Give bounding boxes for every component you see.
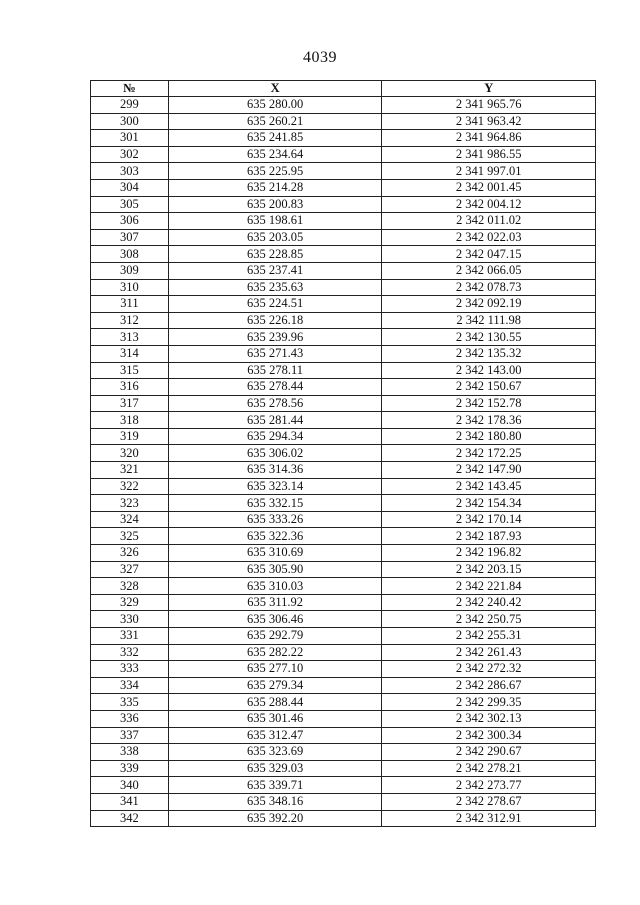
y-coordinate-cell: 2 342 143.45	[382, 478, 596, 495]
y-coordinate-cell: 2 342 180.80	[382, 428, 596, 445]
point-number-cell: 299	[91, 97, 169, 114]
table-body	[91, 97, 596, 827]
table-row	[91, 644, 596, 661]
y-coordinate-cell: 2 341 997.01	[382, 163, 596, 180]
point-number-cell: 306	[91, 213, 169, 230]
x-coordinate-cell: 635 278.56	[168, 395, 382, 412]
point-number-cell: 303	[91, 163, 169, 180]
table-row	[91, 511, 596, 528]
point-number-cell: 336	[91, 710, 169, 727]
x-coordinate-cell: 635 200.83	[168, 196, 382, 213]
point-number-cell: 329	[91, 594, 169, 611]
x-coordinate-cell: 635 278.44	[168, 379, 382, 396]
point-number-cell: 332	[91, 644, 169, 661]
y-coordinate-cell: 2 342 047.15	[382, 246, 596, 263]
table-row	[91, 213, 596, 230]
table-row	[91, 229, 596, 246]
y-coordinate-cell: 2 342 299.35	[382, 694, 596, 711]
table-row	[91, 694, 596, 711]
y-coordinate-cell: 2 342 111.98	[382, 312, 596, 329]
y-coordinate-cell: 2 342 272.32	[382, 661, 596, 678]
point-number-cell: 301	[91, 130, 169, 147]
y-coordinate-cell: 2 342 300.34	[382, 727, 596, 744]
x-coordinate-cell: 635 301.46	[168, 710, 382, 727]
y-coordinate-cell: 2 342 178.36	[382, 412, 596, 429]
table-row	[91, 661, 596, 678]
point-number-cell: 334	[91, 677, 169, 694]
point-number-cell: 339	[91, 760, 169, 777]
y-coordinate-cell: 2 342 278.21	[382, 760, 596, 777]
x-coordinate-cell: 635 226.18	[168, 312, 382, 329]
x-coordinate-cell: 635 198.61	[168, 213, 382, 230]
table-header-row	[91, 81, 596, 97]
y-coordinate-cell: 2 342 135.32	[382, 345, 596, 362]
point-number-cell: 341	[91, 793, 169, 810]
y-coordinate-cell: 2 341 963.42	[382, 113, 596, 130]
point-number-cell: 326	[91, 545, 169, 562]
x-coordinate-cell: 635 305.90	[168, 561, 382, 578]
x-coordinate-cell: 635 310.69	[168, 545, 382, 562]
table-row	[91, 528, 596, 545]
point-number-cell: 328	[91, 578, 169, 595]
table-row	[91, 561, 596, 578]
y-coordinate-cell: 2 342 066.05	[382, 262, 596, 279]
y-coordinate-cell: 2 341 986.55	[382, 146, 596, 163]
y-coordinate-cell: 2 341 964.86	[382, 130, 596, 147]
table-row	[91, 594, 596, 611]
y-coordinate-cell: 2 342 004.12	[382, 196, 596, 213]
x-coordinate-cell: 635 278.11	[168, 362, 382, 379]
point-number-cell: 330	[91, 611, 169, 628]
x-coordinate-cell: 635 292.79	[168, 628, 382, 645]
y-coordinate-cell: 2 342 312.91	[382, 810, 596, 827]
y-coordinate-cell: 2 342 221.84	[382, 578, 596, 595]
table-row	[91, 179, 596, 196]
x-coordinate-cell: 635 311.92	[168, 594, 382, 611]
x-coordinate-cell: 635 225.95	[168, 163, 382, 180]
y-coordinate-cell: 2 342 001.45	[382, 179, 596, 196]
y-coordinate-cell: 2 342 240.42	[382, 594, 596, 611]
table-row	[91, 545, 596, 562]
point-number-cell: 335	[91, 694, 169, 711]
x-coordinate-cell: 635 214.28	[168, 179, 382, 196]
table-row	[91, 578, 596, 595]
column-header-x: X	[168, 81, 382, 97]
table-row	[91, 279, 596, 296]
point-number-cell: 338	[91, 744, 169, 761]
table-row	[91, 163, 596, 180]
y-coordinate-cell: 2 342 172.25	[382, 445, 596, 462]
y-coordinate-cell: 2 342 170.14	[382, 511, 596, 528]
y-coordinate-cell: 2 342 130.55	[382, 329, 596, 346]
table-row	[91, 362, 596, 379]
table-row	[91, 810, 596, 827]
point-number-cell: 310	[91, 279, 169, 296]
page-number: 4039	[303, 49, 337, 66]
x-coordinate-cell: 635 234.64	[168, 146, 382, 163]
point-number-cell: 304	[91, 179, 169, 196]
x-coordinate-cell: 635 323.69	[168, 744, 382, 761]
x-coordinate-cell: 635 239.96	[168, 329, 382, 346]
table-row	[91, 379, 596, 396]
y-coordinate-cell: 2 341 965.76	[382, 97, 596, 114]
y-coordinate-cell: 2 342 286.67	[382, 677, 596, 694]
table-row	[91, 146, 596, 163]
x-coordinate-cell: 635 279.34	[168, 677, 382, 694]
x-coordinate-cell: 635 294.34	[168, 428, 382, 445]
y-coordinate-cell: 2 342 187.93	[382, 528, 596, 545]
table-row	[91, 744, 596, 761]
x-coordinate-cell: 635 339.71	[168, 777, 382, 794]
x-coordinate-cell: 635 280.00	[168, 97, 382, 114]
table-row	[91, 412, 596, 429]
point-number-cell: 302	[91, 146, 169, 163]
table-row	[91, 296, 596, 313]
x-coordinate-cell: 635 332.15	[168, 495, 382, 512]
table-row	[91, 312, 596, 329]
y-coordinate-cell: 2 342 255.31	[382, 628, 596, 645]
x-coordinate-cell: 635 333.26	[168, 511, 382, 528]
table-row	[91, 329, 596, 346]
x-coordinate-cell: 635 306.46	[168, 611, 382, 628]
y-coordinate-cell: 2 342 011.02	[382, 213, 596, 230]
y-coordinate-cell: 2 342 196.82	[382, 545, 596, 562]
y-coordinate-cell: 2 342 147.90	[382, 462, 596, 479]
x-coordinate-cell: 635 228.85	[168, 246, 382, 263]
point-number-cell: 337	[91, 727, 169, 744]
point-number-cell: 320	[91, 445, 169, 462]
table-row	[91, 478, 596, 495]
point-number-cell: 311	[91, 296, 169, 313]
table-row	[91, 130, 596, 147]
table-row	[91, 345, 596, 362]
point-number-cell: 300	[91, 113, 169, 130]
point-number-cell: 317	[91, 395, 169, 412]
y-coordinate-cell: 2 342 203.15	[382, 561, 596, 578]
table-row	[91, 710, 596, 727]
x-coordinate-cell: 635 329.03	[168, 760, 382, 777]
table-row	[91, 97, 596, 114]
x-coordinate-cell: 635 277.10	[168, 661, 382, 678]
y-coordinate-cell: 2 342 152.78	[382, 395, 596, 412]
table-row	[91, 445, 596, 462]
point-number-cell: 316	[91, 379, 169, 396]
x-coordinate-cell: 635 314.36	[168, 462, 382, 479]
x-coordinate-cell: 635 237.41	[168, 262, 382, 279]
y-coordinate-cell: 2 342 154.34	[382, 495, 596, 512]
y-coordinate-cell: 2 342 022.03	[382, 229, 596, 246]
point-number-cell: 333	[91, 661, 169, 678]
point-number-cell: 313	[91, 329, 169, 346]
y-coordinate-cell: 2 342 078.73	[382, 279, 596, 296]
x-coordinate-cell: 635 323.14	[168, 478, 382, 495]
column-header-number: №	[91, 81, 169, 97]
x-coordinate-cell: 635 288.44	[168, 694, 382, 711]
table-row	[91, 262, 596, 279]
x-coordinate-cell: 635 241.85	[168, 130, 382, 147]
y-coordinate-cell: 2 342 092.19	[382, 296, 596, 313]
table-row	[91, 628, 596, 645]
point-number-cell: 340	[91, 777, 169, 794]
x-coordinate-cell: 635 312.47	[168, 727, 382, 744]
x-coordinate-cell: 635 306.02	[168, 445, 382, 462]
y-coordinate-cell: 2 342 290.67	[382, 744, 596, 761]
x-coordinate-cell: 635 271.43	[168, 345, 382, 362]
y-coordinate-cell: 2 342 302.13	[382, 710, 596, 727]
point-number-cell: 342	[91, 810, 169, 827]
point-number-cell: 318	[91, 412, 169, 429]
point-number-cell: 309	[91, 262, 169, 279]
x-coordinate-cell: 635 310.03	[168, 578, 382, 595]
table-row	[91, 727, 596, 744]
x-coordinate-cell: 635 348.16	[168, 793, 382, 810]
point-number-cell: 324	[91, 511, 169, 528]
y-coordinate-cell: 2 342 273.77	[382, 777, 596, 794]
table-row	[91, 246, 596, 263]
y-coordinate-cell: 2 342 261.43	[382, 644, 596, 661]
x-coordinate-cell: 635 203.05	[168, 229, 382, 246]
point-number-cell: 325	[91, 528, 169, 545]
table-row	[91, 495, 596, 512]
y-coordinate-cell: 2 342 278.67	[382, 793, 596, 810]
table-row	[91, 760, 596, 777]
point-number-cell: 319	[91, 428, 169, 445]
table-row	[91, 793, 596, 810]
table-row	[91, 777, 596, 794]
point-number-cell: 322	[91, 478, 169, 495]
point-number-cell: 305	[91, 196, 169, 213]
x-coordinate-cell: 635 260.21	[168, 113, 382, 130]
point-number-cell: 308	[91, 246, 169, 263]
table-row	[91, 611, 596, 628]
table-row	[91, 428, 596, 445]
point-number-cell: 321	[91, 462, 169, 479]
x-coordinate-cell: 635 281.44	[168, 412, 382, 429]
y-coordinate-cell: 2 342 150.67	[382, 379, 596, 396]
table-row	[91, 196, 596, 213]
point-number-cell: 323	[91, 495, 169, 512]
point-number-cell: 315	[91, 362, 169, 379]
x-coordinate-cell: 635 235.63	[168, 279, 382, 296]
point-number-cell: 327	[91, 561, 169, 578]
y-coordinate-cell: 2 342 143.00	[382, 362, 596, 379]
point-number-cell: 307	[91, 229, 169, 246]
table-row	[91, 677, 596, 694]
x-coordinate-cell: 635 282.22	[168, 644, 382, 661]
x-coordinate-cell: 635 392.20	[168, 810, 382, 827]
point-number-cell: 314	[91, 345, 169, 362]
table-row	[91, 113, 596, 130]
x-coordinate-cell: 635 322.36	[168, 528, 382, 545]
point-number-cell: 312	[91, 312, 169, 329]
x-coordinate-cell: 635 224.51	[168, 296, 382, 313]
coordinates-table	[90, 80, 596, 827]
point-number-cell: 331	[91, 628, 169, 645]
y-coordinate-cell: 2 342 250.75	[382, 611, 596, 628]
table-row	[91, 395, 596, 412]
column-header-y: Y	[382, 81, 596, 97]
table-row	[91, 462, 596, 479]
